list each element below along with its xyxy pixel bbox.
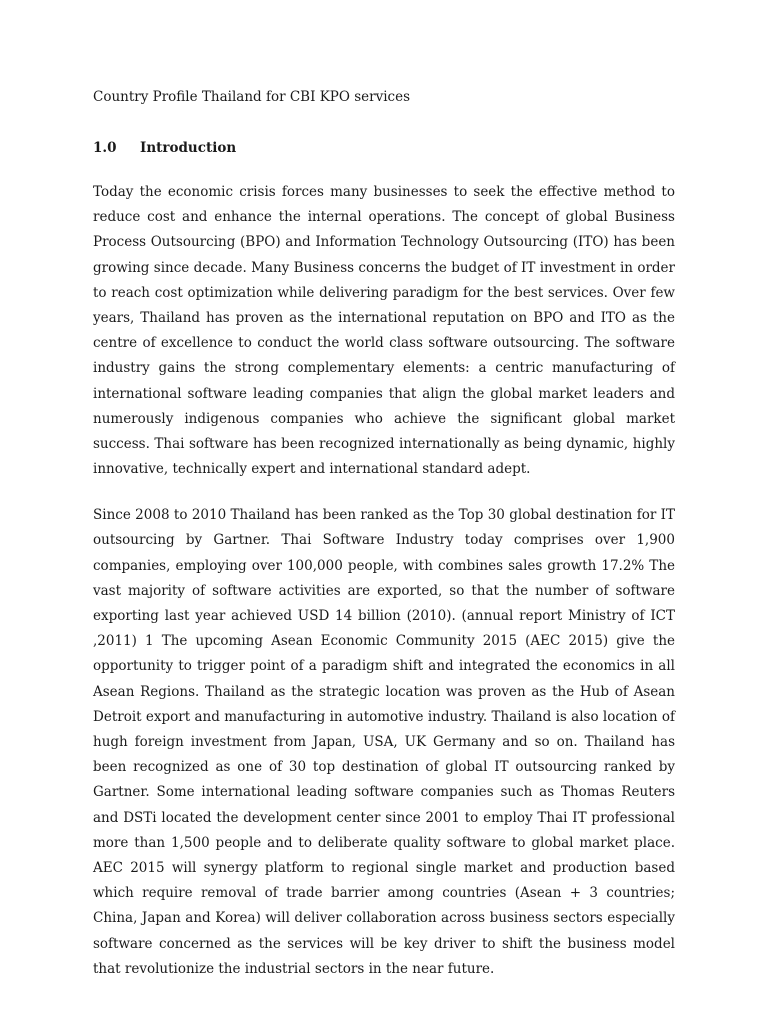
document-body	[93, 86, 675, 982]
introduction-paragraph-1: Today the economic crisis forces many businesses to seek the effective method to reduce cost and enhance the internal operations. The concept of global Business Process Outsourcing (BPO) and Information Technology Outsourcing (ITO) has been growing since decade. Many Business concerns the budget of IT investment in order to reach cost optimization while delivering paradigm for the best services. Over few years, Thailand has proven as the international reputation on BPO and ITO as the centre of excellence to conduct the world class software outsourcing. The software industry gains the strong complementary elements: a centric manufacturing of international software leading companies that align the global market leaders and numerously indigenous companies who achieve the significant global market success. Thai software has been recognized internationally as being dynamic, highly innovative, technically expert and international standard adept.	[93, 184, 675, 478]
section-heading	[93, 137, 675, 159]
introduction-paragraph-2: Since 2008 to 2010 Thailand has been ranked as the Top 30 global destination for IT outsourcing by Gartner. Thai Software Industry today comprises over 1,900 companies, employing over 100,000 people, with combines sales growth 17.2% The vast majority of software activities are exported, so that the number of software exporting last year achieved USD 14 billion (2010). (annual report Ministry of ICT ,2011) 1 The upcoming Asean Economic Community 2015 (AEC 2015) give the opportunity to trigger point of a paradigm shift and integrated the economics in all Asean Regions. Thailand as the strategic location was proven as the Hub of Asean Detroit export and manufacturing in automotive industry. Thailand is also location of hugh foreign investment from Japan, USA, UK Germany and so on. Thailand has been recognized as one of 30 top destination of global IT outsourcing ranked by Gartner. Some international leading software companies such as Thomas Reuters and DSTi located the development center since 2001 to employ Thai IT professional more than 1,500 people and to deliberate quality software to global market place. AEC 2015 will synergy platform to regional single market and production based which require removal of trade barrier among countries (Asean + 3 countries; China, Japan and Korea) will deliver collaboration across business sectors especially software concerned as the services will be key driver to shift the business model that revolutionize the industrial sectors in the near future.	[93, 507, 675, 977]
section-number: 1.0	[93, 140, 117, 156]
document-title: Country Profile Thailand for CBI KPO services	[93, 89, 411, 105]
section-title: Introduction	[140, 140, 237, 156]
